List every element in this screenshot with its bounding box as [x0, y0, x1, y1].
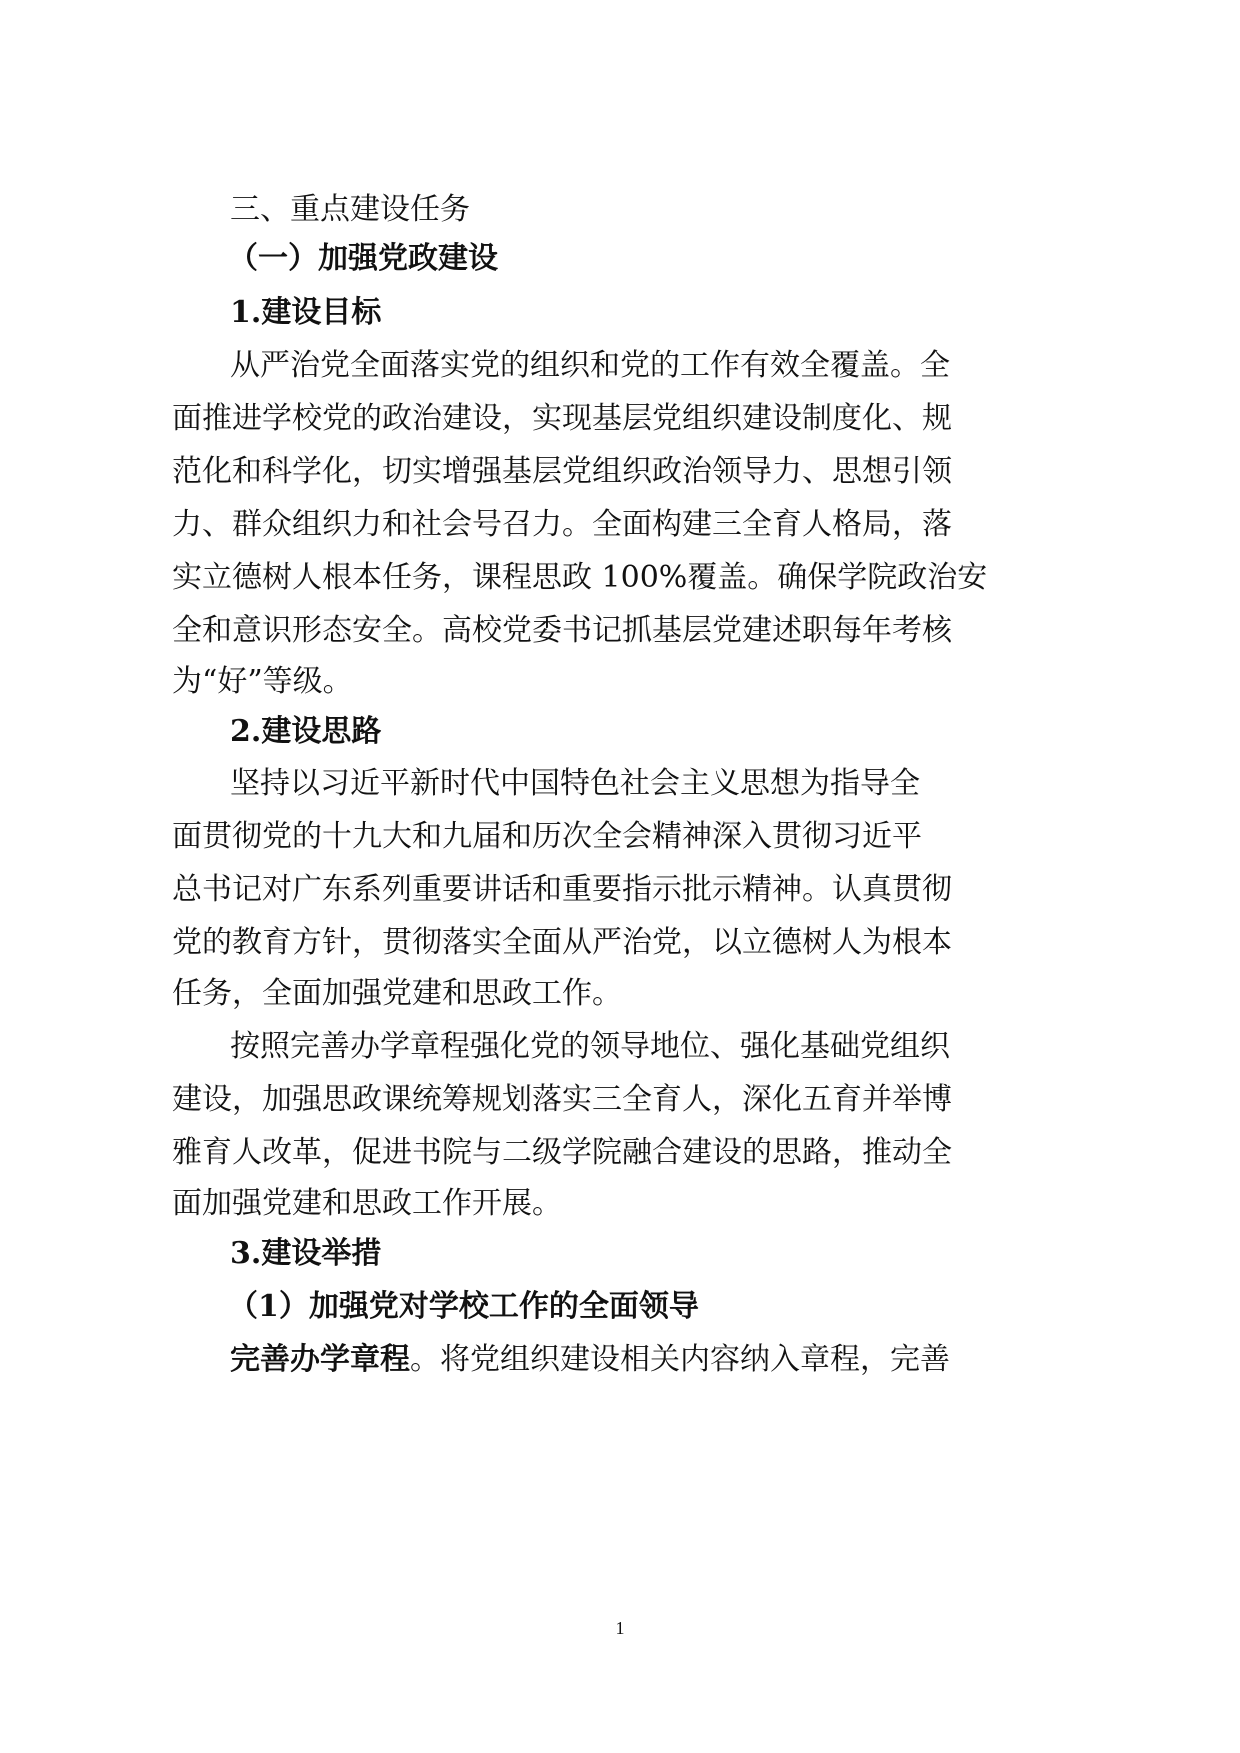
approach-line: 按照完善办学章程强化党的领导地位、强化基础党组织: [230, 1029, 950, 1064]
measures-sub-heading: （1）加强党对学校工作的全面领导: [228, 1289, 699, 1324]
approach-line: 建设，加强思政课统筹规划落实三全育人，深化五育并举博: [172, 1082, 952, 1117]
goal-line: 力、群众组织力和社会号召力。全面构建三全育人格局，落: [172, 507, 952, 542]
goal-line: 面推进学校党的政治建设，实现基层党组织建设制度化、规: [172, 401, 952, 436]
approach-line: 党的教育方针，贯彻落实全面从严治党，以立德树人为根本: [172, 925, 952, 960]
goal-line: 从严治党全面落实党的组织和党的工作有效全覆盖。全: [230, 348, 950, 383]
goal-heading: 1.建设目标: [230, 295, 382, 330]
approach-line: 任务，全面加强党建和思政工作。: [172, 976, 622, 1011]
approach-line: 面贯彻党的十九大和九届和历次全会精神深入贯彻习近平: [172, 819, 922, 854]
measures-lead-paragraph: [230, 1340, 950, 1380]
goal-line: 范化和科学化，切实增强基层党组织政治领导力、思想引领: [172, 454, 952, 489]
goal-line: 为“好”等级。: [172, 664, 353, 699]
subsection-title: （一）加强党政建设: [228, 241, 498, 276]
approach-line: 总书记对广东系列重要讲话和重要指示批示精神。认真贯彻: [172, 872, 952, 907]
approach-line: 坚持以习近平新时代中国特色社会主义思想为指导全: [230, 766, 920, 801]
approach-line: 雅育人改革，促进书院与二级学院融合建设的思路，推动全: [172, 1135, 952, 1170]
approach-line: 面加强党建和思政工作开展。: [172, 1186, 562, 1221]
lead-term: 完善办学章程: [230, 1342, 410, 1377]
page-number: 1: [615, 1618, 625, 1638]
section-title: 三、重点建设任务: [230, 192, 470, 227]
goal-line: 全和意识形态安全。高校党委书记抓基层党建述职每年考核: [172, 613, 952, 648]
goal-line: 实立德树人根本任务，课程思政 100%覆盖。确保学院政治安: [172, 560, 988, 595]
measures-heading: 3.建设举措: [230, 1236, 382, 1271]
approach-heading: 2.建设思路: [230, 714, 382, 749]
lead-text: 。将党组织建设相关内容纳入章程，完善: [410, 1342, 950, 1377]
